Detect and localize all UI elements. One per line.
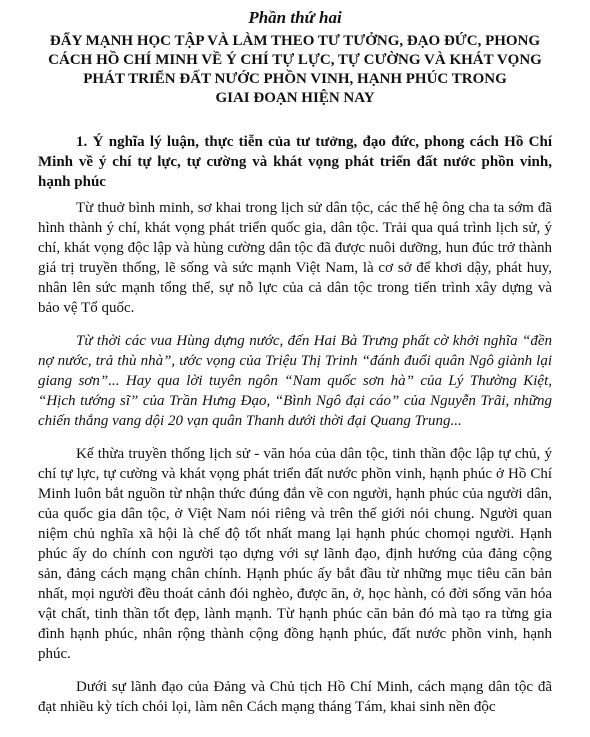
main-title-line: PHÁT TRIỂN ĐẤT NƯỚC PHỒN VINH, HẠNH PHÚC TRONG: [83, 71, 507, 87]
paragraph-italic-quote: Từ thời các vua Hùng dựng nước, đến Hai Bà Trưng phất cờ khởi nghĩa “đền nợ nước, trả thù nhà”, ước vọng của Triệu Thị Trinh “đánh đuổi quân Ngô giành lại giang sơn”... Hay qua lời tuyên ngôn “Nam quốc sơn hà” của Lý Thường Kiệt, “Hịch tướng sĩ” của Trần Hưng Đạo, “Bình Ngô đại cáo” của Nguyễn Trãi, những chiến thắng vang dội 20 vạn quân Thanh dưới thời đại Quang Trung...: [38, 333, 552, 429]
section-heading: 1. Ý nghĩa lý luận, thực tiễn của tư tưởng, đạo đức, phong cách Hồ Chí Minh về ý chí tự lực, tự cường và khát vọng phát triển đất nước phồn vinh, hạnh phúc: [38, 134, 552, 190]
main-title: [38, 32, 552, 108]
main-title-line: CÁCH HỒ CHÍ MINH VỀ Ý CHÍ TỰ LỰC, TỰ CƯỜNG VÀ KHÁT VỌNG: [48, 52, 542, 68]
paragraph: Từ thuở bình minh, sơ khai trong lịch sử dân tộc, các thế hệ ông cha ta sớm đã hình thành ý chí, khát vọng phát triển quốc gia, dân tộc. Trải qua quá trình lịch sử, ý chí, khát vọng độc lập và hùng cường dân tộc đã được nuôi dưỡng, hun đúc trở thành giá trị truyền thống, lẽ sống và sức mạnh Việt Nam, là cơ sở để khơi dậy, phát huy, nhân lên sức mạnh tổng thể, sự nỗ lực của cả dân tộc trong tiến trình xây dựng và bảo vệ Tổ quốc.: [38, 200, 552, 316]
main-title-line: ĐẨY MẠNH HỌC TẬP VÀ LÀM THEO TƯ TƯỞNG, ĐẠO ĐỨC, PHONG: [49, 33, 541, 49]
main-title-line: GIAI ĐOẠN HIỆN NAY: [215, 90, 375, 106]
paragraph: Dưới sự lãnh đạo của Đảng và Chủ tịch Hồ Chí Minh, cách mạng dân tộc đã đạt nhiều kỳ tích chói lọi, làm nên Cách mạng tháng Tám, khai sinh nền độc: [38, 679, 552, 715]
part-heading: Phần thứ hai: [248, 8, 342, 27]
paragraph: Kế thừa truyền thống lịch sử - văn hóa của dân tộc, tinh thần độc lập tự chủ, ý chí tự lực, tự cường và khát vọng phát triển đất nước phồn vinh, hạnh phúc ở Hồ Chí Minh luôn bắt nguồn từ nhận thức đúng đắn về con người, hạnh phúc của người dân, của quốc gia dân tộc, ở Việt Nam nói riêng và trên thế giới nói chung. Người quan niệm chủ nghĩa xã hội là chế độ tốt nhất mang lại hạnh phúc chomọi người. Hạnh phúc ấy do chính con người tạo dựng với sự lãnh đạo, định hướng của đảng cộng sản, đảng cách mạng chân chính. Hạnh phúc ấy bắt đầu từ những mục tiêu căn bản nhất, mọi người đều thoát cảnh đói nghèo, được ăn, ở, học hành, có đời sống văn hóa vật chất, tinh thần tốt đẹp, lành mạnh. Từ hạnh phúc căn bản đó mà tạo ra từng gia đình hạnh phúc, nhân rộng thành cộng đồng hạnh phúc, đất nước phồn vinh, hạnh phúc.: [38, 446, 552, 662]
